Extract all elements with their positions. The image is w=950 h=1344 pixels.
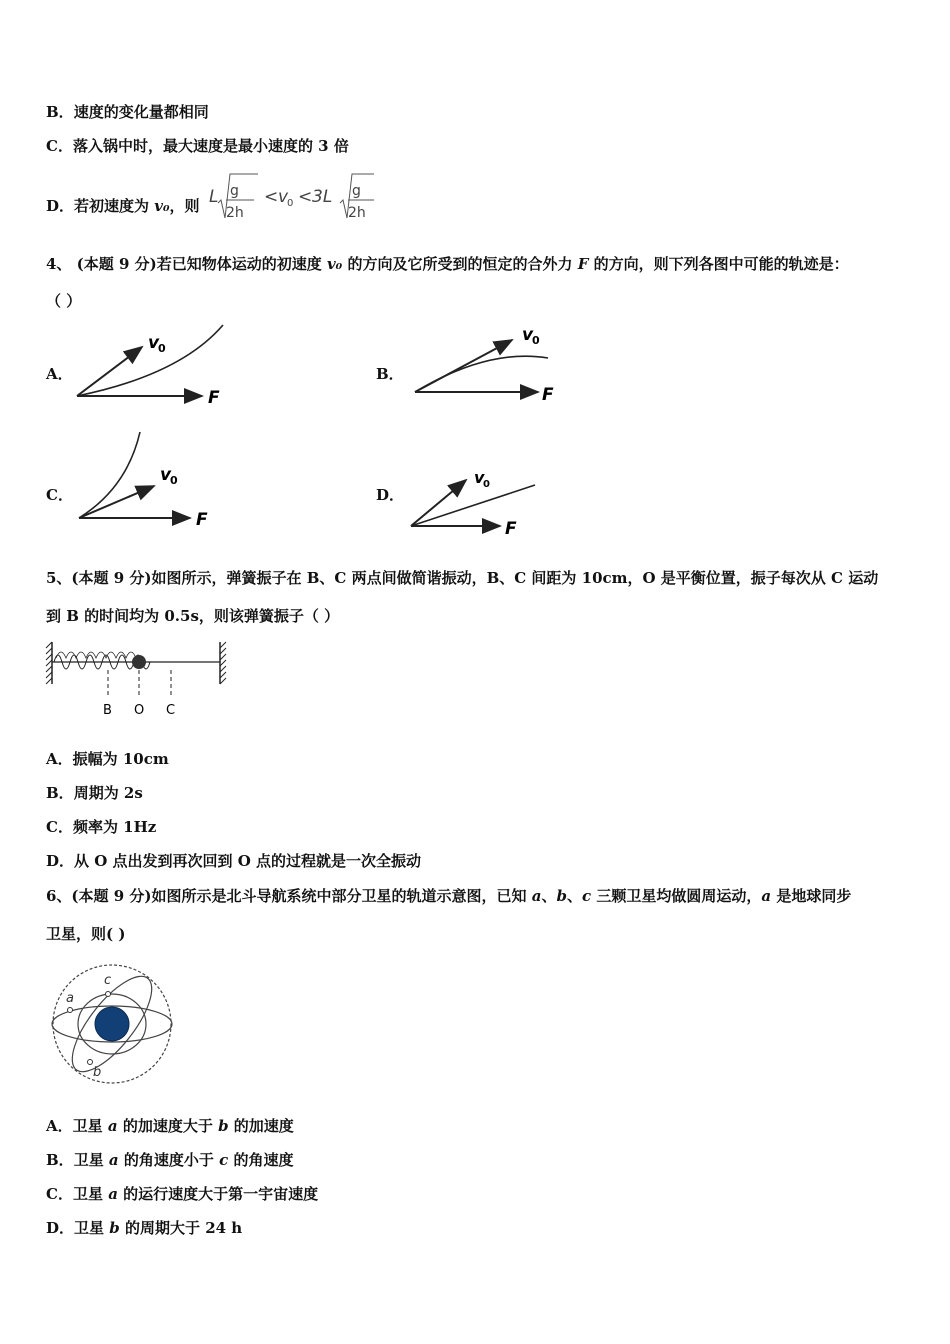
- option-text: 振幅为 10cm: [72, 750, 169, 768]
- f-label: F: [196, 510, 208, 530]
- option-text: 卫星: [73, 1151, 109, 1169]
- q6-option-a[interactable]: [46, 1116, 294, 1136]
- option-text: 卫星: [72, 1117, 108, 1135]
- v0-subscript: 0: [532, 334, 540, 347]
- trajectory-diagram-d: [404, 460, 554, 542]
- satellite-a: [68, 1008, 73, 1013]
- option-label: C．: [46, 818, 73, 836]
- q4-text-3: 的方向，则下列各图中可能的轨迹是：: [588, 255, 849, 273]
- q4-option-a-label[interactable]: A．: [46, 365, 73, 383]
- satellite-orbit-diagram: [48, 962, 178, 1088]
- option-text: 若初速度为: [74, 197, 155, 215]
- q6-option-b[interactable]: [46, 1150, 293, 1170]
- v0-subscript: 0: [170, 474, 178, 487]
- var: a: [108, 1151, 119, 1169]
- option-text-after: ，则: [169, 197, 200, 215]
- var-b: b: [556, 887, 567, 905]
- option-label: B．: [46, 103, 74, 121]
- f-label: F: [208, 388, 220, 408]
- formula-3L: 3L: [312, 187, 333, 207]
- q5-stem-line1: 5、(本题 9 分)如图所示，弹簧振子在 B、C 两点间做简谐振动，B、C 间距为 10cm，O 是平衡位置，振子每次从 C 运动: [46, 569, 879, 587]
- q4-option-c-label[interactable]: C．: [46, 486, 73, 504]
- var-c: c: [582, 887, 592, 905]
- option-label: D．: [46, 1219, 75, 1237]
- v0-symbol: v₀: [154, 197, 170, 215]
- separator: 、: [567, 887, 583, 905]
- v0-label: v: [522, 325, 534, 345]
- option-text: 的周期大于 24 h: [119, 1219, 243, 1237]
- formula-lt2: <: [298, 187, 313, 207]
- formula-den1: 2h: [226, 205, 244, 221]
- label-c: c: [104, 973, 112, 988]
- v0-label: v: [474, 468, 485, 487]
- velocity-range-formula: [206, 170, 376, 222]
- option-text: 从 O 点出发到再次回到 O 点的过程就是一次全振动: [74, 852, 422, 870]
- option-text: 频率为 1Hz: [72, 818, 157, 836]
- q6-option-c[interactable]: [46, 1184, 318, 1204]
- v0-subscript: 0: [158, 342, 166, 355]
- option-text: 的运行速度大于第一宇宙速度: [117, 1185, 319, 1203]
- option-label: B．: [46, 1151, 74, 1169]
- q5-option-d[interactable]: [46, 851, 421, 871]
- formula-v: v: [278, 187, 289, 207]
- var-a: a: [531, 887, 542, 905]
- earth: [95, 1007, 129, 1041]
- formula-num2: g: [352, 183, 361, 199]
- satellite-b: [88, 1060, 93, 1065]
- option-text: 的加速度: [228, 1117, 294, 1135]
- spring-oscillator-diagram: [44, 638, 234, 720]
- q3-option-b: [46, 102, 209, 122]
- option-text: 的角速度小于: [118, 1151, 220, 1169]
- trajectory-diagram-b: [408, 318, 578, 410]
- option-label: D．: [46, 197, 75, 215]
- option-label: B．: [46, 784, 74, 802]
- formula-den2: 2h: [348, 205, 366, 221]
- option-text: 速度的变化量都相同: [73, 103, 209, 121]
- var: a: [107, 1117, 118, 1135]
- option-text: 周期为 2s: [73, 784, 143, 802]
- q3-option-c: [46, 136, 349, 156]
- var: b: [109, 1219, 120, 1237]
- option-label: A．: [46, 750, 73, 768]
- q5-option-a[interactable]: [46, 749, 169, 769]
- q4-text-1: 4、 (本题 9 分)若已知物体运动的初速度: [46, 255, 327, 273]
- point-c-label: C: [166, 703, 176, 718]
- q6-stem-line2: 卫星，则( ): [46, 925, 126, 943]
- v0-subscript: 0: [483, 479, 490, 490]
- point-o-label: O: [134, 703, 145, 718]
- f-label: F: [542, 385, 554, 405]
- velocity-arrow: [79, 486, 154, 518]
- q6-option-d[interactable]: [46, 1218, 242, 1238]
- trajectory-curve: [415, 356, 548, 392]
- var: b: [218, 1117, 229, 1135]
- q6-text-2: 三颗卫星均做圆周运动，: [591, 887, 762, 905]
- separator: 、: [541, 887, 557, 905]
- option-label: A．: [46, 1117, 73, 1135]
- velocity-arrow: [411, 480, 466, 526]
- option-text: 的加速度大于: [117, 1117, 219, 1135]
- var: a: [108, 1185, 118, 1203]
- label-a: a: [66, 991, 74, 1006]
- q5-stem-line2: 到 B 的时间均为 0.5s，则该弹簧振子（ ）: [46, 607, 340, 625]
- v0-symbol: v₀: [326, 255, 343, 273]
- q4-option-b-label[interactable]: B．: [376, 365, 404, 383]
- q6-text-1: 6、(本题 9 分)如图所示是北斗导航系统中部分卫星的轨道示意图，已知: [46, 887, 532, 905]
- option-text: 落入锅中时，最大速度是最小速度的 3 倍: [72, 137, 349, 155]
- f-label: F: [505, 519, 517, 539]
- force-symbol: F: [577, 255, 589, 273]
- q4-stem: [46, 254, 911, 274]
- formula-lt1: <: [264, 187, 279, 207]
- q4-option-d-label[interactable]: D．: [376, 486, 405, 504]
- satellite-c: [106, 992, 111, 997]
- v0-label: v: [160, 465, 172, 485]
- oscillator-ball: [132, 655, 146, 669]
- formula-sub: 0: [287, 198, 294, 209]
- trajectory-diagram-c: [72, 428, 242, 534]
- option-text: 卫星: [74, 1219, 110, 1237]
- option-text: 卫星: [72, 1185, 109, 1203]
- q4-text-2: 的方向及它所受到的恒定的合外力: [342, 255, 578, 273]
- var-a: a: [761, 887, 772, 905]
- formula-L: L: [209, 187, 219, 207]
- option-label: C．: [46, 1185, 73, 1203]
- var: c: [219, 1151, 229, 1169]
- q4-answer-paren: （ ）: [46, 292, 82, 310]
- option-label: C．: [46, 137, 73, 155]
- v0-label: v: [148, 333, 160, 353]
- option-text: 的角速度: [228, 1151, 294, 1169]
- trajectory-diagram-a: [70, 320, 240, 412]
- formula-num1: g: [230, 183, 239, 199]
- option-label: D．: [46, 852, 75, 870]
- q6-text-3: 是地球同步: [771, 887, 852, 905]
- q5-option-b[interactable]: [46, 783, 143, 803]
- point-b-label: B: [103, 703, 112, 718]
- q3-option-d: [46, 196, 200, 216]
- q6-stem-line1: [46, 886, 911, 906]
- label-b: b: [93, 1065, 102, 1080]
- q5-option-c[interactable]: [46, 817, 156, 837]
